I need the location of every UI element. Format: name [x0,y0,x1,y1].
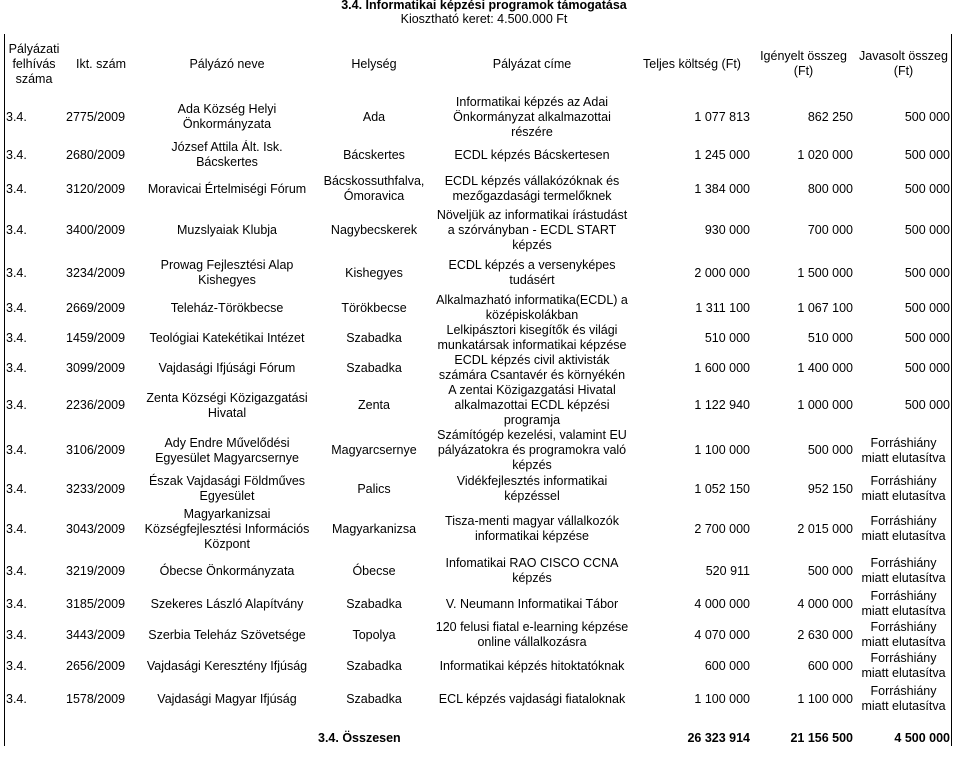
total-proposed: 4 500 000 [894,730,950,745]
total-row [4,717,952,759]
cell-applicant: Óbecse Önkormányzata [159,563,295,578]
cell-total: 2 700 000 [694,521,750,536]
cell-requested: 800 000 [807,181,853,196]
cell-proposed: 500 000 [904,300,950,315]
cell-applicant: Szekeres László Alapítvány [150,596,304,611]
cell-place: Bácskertes [343,147,405,162]
grant-table [4,34,952,759]
cell-requested: 1 500 000 [797,265,853,280]
cell-requested: 500 000 [807,563,853,578]
cell-requested: 600 000 [807,658,853,673]
cell-project: ECDL képzés vállakózóknak és mezőgazdasági termelőknek [444,174,620,203]
cell-applicant: Szerbia Teleház Szövetsége [148,627,306,642]
cell-ref: 3185/2009 [66,596,126,611]
cell-requested: 500 000 [807,443,853,457]
cell-applicant: Vajdasági Ifjúsági Fórum [158,360,296,375]
cell-place: Törökbecse [341,300,407,315]
cell-call: 3.4. [6,596,27,611]
cell-place: Szabadka [346,596,402,611]
cell-proposed: 500 000 [904,181,950,196]
cell-proposed: Forráshiány miatt elutasítva [861,684,946,713]
cell-ref: 2669/2009 [66,300,126,315]
cell-applicant: Moravicai Értelmiségi Fórum [147,181,307,196]
cell-call: 3.4. [6,658,27,673]
cell-proposed: Forráshiány miatt elutasítva [861,435,946,465]
cell-place: Magyarcsernye [331,443,417,457]
cell-applicant: József Attila Ált. Isk. Bácskertes [171,140,283,169]
cell-proposed: 500 000 [904,398,950,412]
cell-total: 2 000 000 [694,265,750,280]
cell-call: 3.4. [6,443,27,457]
cell-proposed: Forráshiány miatt elutasítva [861,474,946,503]
total-label: 3.4. Összesen [318,730,401,745]
cell-total: 1 077 813 [694,109,750,124]
cell-call: 3.4. [6,691,27,706]
cell-total: 520 911 [705,563,750,578]
cell-total: 1 052 150 [694,481,750,496]
cell-ref: 3234/2009 [66,265,126,280]
table-row [4,428,952,473]
cell-project: ECDL képzés a versenyképes tudásért [448,258,616,287]
cell-place: Nagybecskerek [330,223,418,237]
cell-call: 3.4. [6,265,27,280]
cell-ref: 3219/2009 [66,563,126,578]
cell-project: 120 felusi fiatal e-learning képzése online vállalkozásra [435,620,629,649]
cell-place: Zenta [358,398,390,412]
cell-place: Palics [357,481,391,496]
cell-call: 3.4. [6,109,27,124]
cell-proposed: Forráshiány miatt elutasítva [861,589,946,618]
col-applicant: Pályázó neve [189,56,265,71]
cell-requested: 2 015 000 [797,521,853,536]
cell-total: 600 000 [704,658,750,673]
cell-place: Kishegyes [345,265,403,280]
cell-proposed: Forráshiány miatt elutasítva [861,514,946,543]
cell-proposed: 500 000 [904,360,950,375]
cell-ref: 3043/2009 [66,521,126,536]
cell-project: Informatikai képzés az Adai Önkormányzat alkalmazottai részére [453,94,611,139]
cell-place: Bácskossuthfalva, Ómoravica [323,174,425,203]
cell-project: A zentai Közigazgatási Hivatal alkalmazottai ECDL képzési programja [448,383,616,427]
cell-requested: 1 400 000 [797,360,853,375]
table-row [4,208,952,253]
table-row [4,170,952,208]
cell-ref: 3233/2009 [66,481,126,496]
cell-project: Számítógép kezelési, valamint EU pályázatokra és programokra való képzés [437,428,627,472]
table-row [4,293,952,323]
cell-place: Szabadka [346,691,402,706]
cell-applicant: Zenta Községi Közigazgatási Hivatal [146,390,308,420]
cell-requested: 1 000 000 [797,398,853,412]
table-row [4,589,952,619]
cell-call: 3.4. [6,223,27,237]
cell-applicant: Teleház-Törökbecse [170,300,284,315]
cell-requested: 862 250 [807,109,853,124]
cell-proposed: Forráshiány miatt elutasítva [861,620,946,649]
cell-ref: 3120/2009 [66,181,126,196]
total-requested: 21 156 500 [790,730,853,745]
cell-proposed: 500 000 [904,147,950,162]
cell-project: ECDL képzés Bácskertesen [454,147,610,162]
cell-requested: 700 000 [807,223,853,237]
cell-total: 510 000 [704,330,750,345]
cell-proposed: 500 000 [904,109,950,124]
table-row [4,619,952,651]
cell-total: 4 070 000 [694,627,750,642]
cell-applicant: Prowag Fejlesztési Alap Kishegyes [160,258,294,287]
cell-applicant: Vajdasági Magyar Ifjúság [157,691,297,706]
cell-applicant: Magyarkanizsai Községfejlesztési Információs Központ [144,506,310,551]
cell-ref: 2775/2009 [66,109,126,124]
table-row [4,140,952,170]
table-row [4,553,952,589]
col-call: Pályázati felhívás száma [8,41,60,86]
cell-project: Tisza-menti magyar vállalkozók informatikai képzése [445,514,619,543]
table-row [4,94,952,140]
cell-total: 4 000 000 [694,596,750,611]
cell-total: 1 384 000 [694,181,750,196]
cell-ref: 2236/2009 [66,398,126,412]
cell-project: ECL képzés vajdasági fiataloknak [438,691,626,706]
total-cost: 26 323 914 [687,730,750,745]
cell-total: 1 600 000 [694,360,750,375]
col-total: Teljes költség (Ft) [643,56,741,71]
cell-total: 1 100 000 [694,691,750,706]
cell-project: Vidékfejlesztés informatikai képzéssel [456,474,608,503]
cell-ref: 1459/2009 [66,330,126,345]
cell-call: 3.4. [6,360,27,375]
cell-project: Növeljük az informatikai írástudást a szórványban - ECDL START képzés [436,208,628,252]
cell-requested: 4 000 000 [797,596,853,611]
cell-ref: 3099/2009 [66,360,126,375]
cell-call: 3.4. [6,330,27,345]
cell-call: 3.4. [6,181,27,196]
cell-place: Szabadka [346,658,402,673]
cell-ref: 3106/2009 [66,443,126,457]
col-requested: Igényelt összeg (Ft) [760,49,847,78]
cell-requested: 1 100 000 [797,691,853,706]
table-row [4,651,952,681]
cell-total: 930 000 [704,223,750,237]
cell-applicant: Teológiai Katekétikai Intézet [149,330,305,345]
cell-requested: 1 020 000 [797,147,853,162]
header-row [4,34,952,94]
cell-project: V. Neumann Informatikai Tábor [445,596,619,611]
table-row [4,253,952,293]
cell-requested: 952 150 [807,481,853,496]
cell-ref: 3443/2009 [66,627,126,642]
cell-place: Magyarkanizsa [331,521,417,536]
col-project: Pályázat címe [492,56,572,71]
cell-project: Alkalmazható informatika(ECDL) a középiskolákban [436,293,628,322]
cell-ref: 2656/2009 [66,658,126,673]
col-place: Helység [351,56,397,71]
cell-call: 3.4. [6,147,27,162]
cell-requested: 510 000 [807,330,853,345]
cell-place: Óbecse [352,563,396,578]
cell-total: 1 100 000 [694,443,750,457]
cell-ref: 3400/2009 [66,223,126,237]
page-subtitle: Kiosztható keret: 4.500.000 Ft [400,12,568,26]
table-row [4,473,952,505]
cell-applicant: Ada Község Helyi Önkormányzata [177,102,277,131]
cell-project: Informatikai képzés hitoktatóknak [439,658,625,673]
cell-applicant: Muzslyaiak Klubja [176,223,278,237]
cell-place: Topolya [352,627,396,642]
page-title: 3.4. Informatikai képzési programok támogatása [341,0,627,12]
cell-total: 1 311 100 [695,300,750,315]
cell-total: 1 122 940 [694,398,750,412]
cell-project: Lelkipásztori kisegítők és világi munkatársak informatikai képzése [437,323,627,352]
cell-applicant: Vajdasági Keresztény Ifjúság [146,658,308,673]
cell-total: 1 245 000 [694,147,750,162]
cell-proposed: 500 000 [904,223,950,237]
cell-requested: 1 067 100 [797,300,853,315]
cell-place: Szabadka [346,360,402,375]
cell-applicant: Észak Vajdasági Földműves Egyesület [148,474,306,503]
table-row [4,383,952,428]
cell-call: 3.4. [6,627,27,642]
cell-place: Szabadka [346,330,402,345]
cell-call: 3.4. [6,563,27,578]
cell-call: 3.4. [6,481,27,496]
table-row [4,353,952,383]
cell-ref: 2680/2009 [66,147,126,162]
col-proposed: Javasolt összeg (Ft) [859,49,948,78]
cell-requested: 2 630 000 [797,627,853,642]
cell-proposed: 500 000 [904,330,950,345]
cell-project: ECDL képzés civil aktivisták számára Csantavér és környékén [438,353,626,382]
col-ref: Ikt. szám [75,56,126,71]
cell-proposed: Forráshiány miatt elutasítva [861,556,946,585]
cell-call: 3.4. [6,521,27,536]
cell-place: Ada [362,109,386,124]
cell-proposed: Forráshiány miatt elutasítva [861,651,946,680]
cell-call: 3.4. [6,398,27,412]
cell-proposed: 500 000 [904,265,950,280]
cell-ref: 1578/2009 [66,691,126,706]
table-row [4,681,952,717]
table-row [4,323,952,353]
table-row [4,505,952,553]
cell-call: 3.4. [6,300,27,315]
cell-applicant: Ady Endre Művelődési Egyesület Magyarcsernye [155,435,299,465]
cell-project: Infomatikai RAO CISCO CCNA képzés [445,556,619,585]
